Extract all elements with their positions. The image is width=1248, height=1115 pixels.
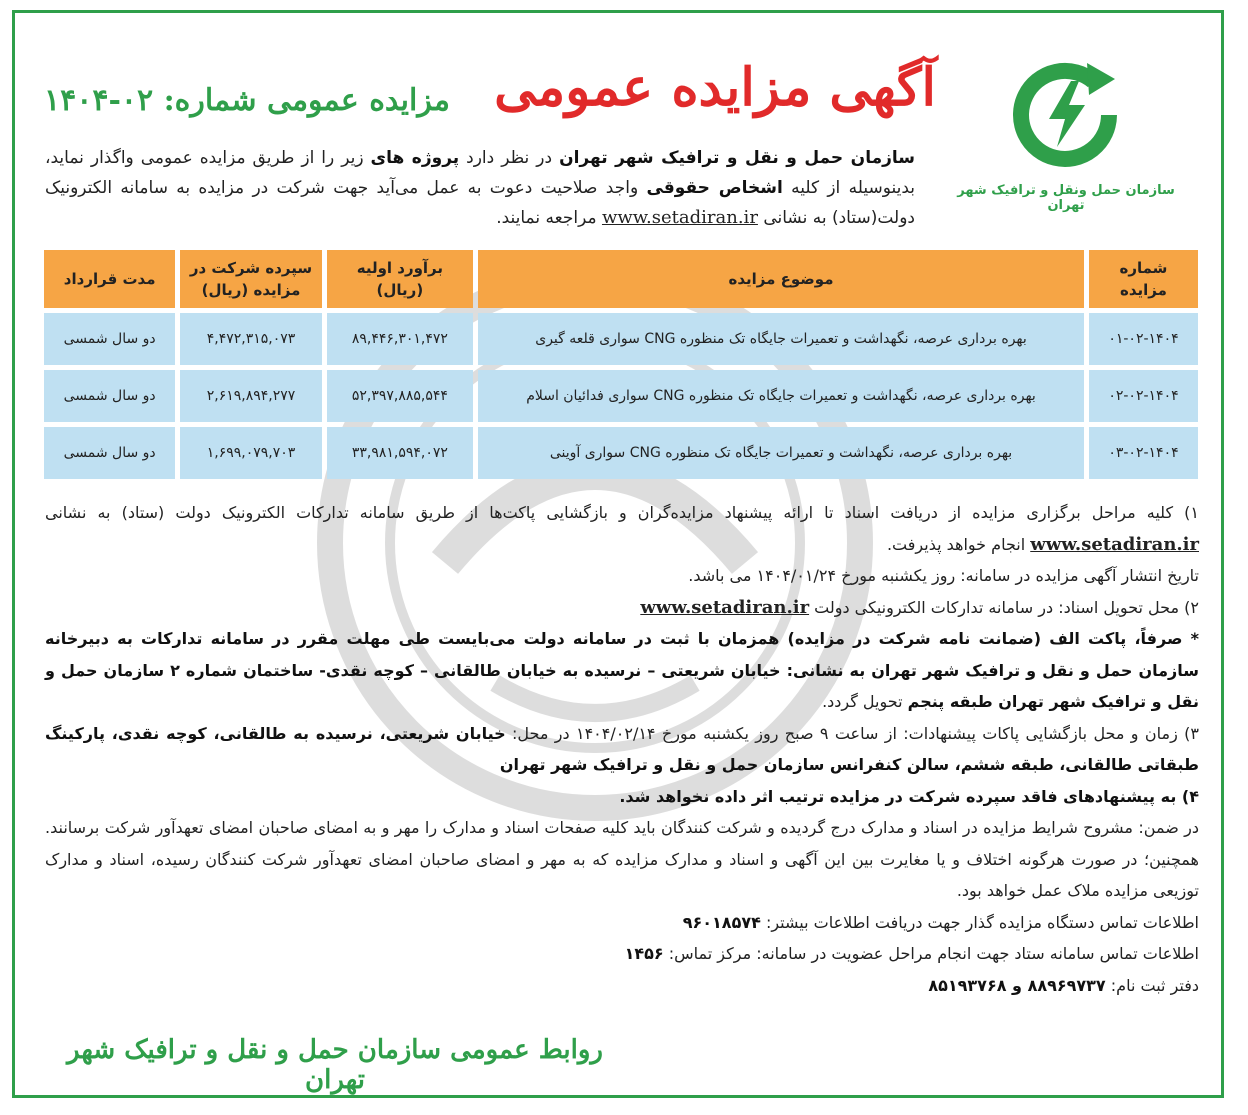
note-paragraph: در ضمن: مشروح شرایط مزایده در اسناد و مدارک درج گردیده و شرکت کنندگان باید کلیه صفحات اسناد و مدارک را مهر و به امضای صاحبان امضای تعهدآور شرکت برسانند. همچنین؛ در صورت هرگونه اختلاف و یا مغایرت بین این آگهی و اسناد و مدارک مزایده که به مهر و امضای صاحبان امضای تعهدآور شرکت کنندگان رسیده، اسناد و مدارک توزیعی مزایده ملاک عمل خواهد بود. — [45, 818, 1199, 900]
registration-office-label: دفتر ثبت نام: — [1105, 975, 1199, 995]
cell-estimate: ۳۳,۹۸۱,۵۹۴,۰۷۲ — [327, 427, 473, 479]
advertisement-page — [12, 10, 1224, 1098]
term-3-text: ۳) زمان و محل بازگشایی پاکات پیشنهادات: از ساعت ۹ صبح روز یکشنبه مورخ ۱۴۰۴/۰۲/۱۴ در محل: — [505, 723, 1199, 743]
intro-text-3: واجد صلاحیت دعوت به عمل می‌آید جهت شرکت در مزایده به سامانه الکترونیک دولت(ستاد) به نشانی — [45, 178, 915, 228]
col-header-deposit: سپرده شرکت در مزایده (ریال) — [180, 250, 321, 308]
term-envelope-end: تحویل گردد. — [822, 692, 908, 711]
col-header-subject: موضوع مزایده — [478, 250, 1084, 308]
registration-office — [45, 970, 1199, 1002]
contact-setad-phone: ۱۴۵۶ — [624, 944, 664, 963]
term-envelope-address: خیابان شریعتی – نرسیده به خیابان طالقانی – کوچه نقدی- ساختمان شماره ۲ سازمان حمل و نقل و ترافیک شهر تهران طبقه پنجم — [45, 660, 1199, 711]
col-header-estimate: برآورد اولیه (ریال) — [327, 250, 473, 308]
table-row — [44, 427, 1198, 479]
cell-estimate: ۵۲,۳۹۷,۸۸۵,۵۴۴ — [327, 370, 473, 422]
col-header-number: شماره مزایده — [1089, 250, 1198, 308]
intro-text-2: زیر را از طریق مزایده عمومی واگذار نماید، بدینوسیله از کلیه — [45, 148, 915, 198]
intro-legal-persons: اشخاص حقوقی — [646, 178, 783, 198]
term-1-url-link[interactable]: www.setadiran.ir — [1030, 533, 1199, 555]
table-row — [44, 313, 1198, 365]
term-3-address: خیابان شریعتی، نرسیده به طالقانی، کوچه نقدی، پارکینگ طبقاتی طالقانی، طبقه ششم، سالن کنفرانس سازمان حمل و نقل و ترافیک شهر تهران — [45, 723, 1199, 774]
term-envelope-text: * صرفاً، پاکت الف (ضمانت نامه شرکت در مزایده) همزمان با ثبت در سامانه دولت می‌بایست طی مهلت مقرر در سامانه تدارکات به دبیرخانه سازمان حمل و نقل و ترافیک شهر تهران به نشانی: — [45, 629, 1200, 680]
term-1 — [45, 497, 1199, 560]
contact-organizer — [45, 907, 1199, 939]
org-caption: سازمان حمل ونقل و ترافیک شهر تهران — [957, 183, 1175, 213]
cell-duration: دو سال شمسی — [44, 370, 175, 422]
cell-number: ۰۱-۰۲-۱۴۰۴ — [1089, 313, 1198, 365]
intro-projects: پروژه های — [370, 148, 460, 168]
table-row — [44, 370, 1198, 422]
cell-subject: بهره برداری عرصه، نگهداشت و تعمیرات جایگاه تک منظوره CNG سواری فدائیان اسلام — [478, 370, 1084, 422]
col-header-duration: مدت قرارداد — [44, 250, 175, 308]
term-envelope — [45, 623, 1199, 718]
term-2-url-link[interactable]: www.setadiran.ir — [640, 596, 810, 618]
term-1-end: انجام خواهد پذیرفت. — [886, 534, 1031, 554]
term-2 — [45, 592, 1199, 624]
contact-setad — [45, 938, 1199, 970]
contact-organizer-phone: ۹۶۰۱۸۵۷۴ — [682, 912, 761, 932]
organization-logo — [951, 53, 1181, 213]
term-4: ۴) به پیشنهادهای فاقد سپرده شرکت در مزایده ترتیب اثر داده نخواهد شد. — [619, 786, 1199, 806]
contact-setad-label: اطلاعات تماس سامانه ستاد جهت انجام مراحل عضویت در سامانه: مرکز تماس: — [663, 944, 1199, 963]
cell-deposit: ۲,۶۱۹,۸۹۴,۲۷۷ — [180, 370, 321, 422]
cell-number: ۰۳-۰۲-۱۴۰۴ — [1089, 427, 1198, 479]
ad-title: آگهی مزایده عمومی — [494, 57, 936, 118]
intro-text-1: در نظر دارد — [459, 148, 560, 168]
intro-paragraph — [45, 143, 915, 233]
cell-deposit: ۴,۴۷۲,۳۱۵,۰۷۳ — [180, 313, 321, 365]
intro-text-4: مراجعه نمایند. — [496, 208, 602, 228]
cell-estimate: ۸۹,۴۴۶,۳۰۱,۴۷۲ — [327, 313, 473, 365]
contact-organizer-label: اطلاعات تماس دستگاه مزایده گذار جهت دریافت اطلاعات بیشتر: — [760, 912, 1199, 932]
intro-org-name: سازمان حمل و نقل و ترافیک شهر تهران — [559, 148, 915, 168]
cell-subject: بهره برداری عرصه، نگهداشت و تعمیرات جایگاه تک منظوره CNG سواری آوینی — [478, 427, 1084, 479]
publish-date: تاریخ انتشار آگهی مزایده در سامانه: روز یکشنبه مورخ ۱۴۰۴/۰۱/۲۴ می باشد. — [688, 566, 1199, 585]
registration-office-phones: ۸۸۹۶۹۷۳۷ و ۸۵۱۹۳۷۶۸ — [928, 975, 1106, 995]
term-1-text: ۱) کلیه مراحل برگزاری مزایده از دریافت اسناد تا ارائه پیشنهاد مزایده‌گران و بازگشایی پاکت‌ها از طریق سامانه تدارکات الکترونیک دولت (ستاد) به نشانی — [45, 503, 1199, 522]
intro-url-link[interactable]: www.setadiran.ir — [601, 207, 758, 228]
terms-section — [45, 497, 1199, 1001]
cell-duration: دو سال شمسی — [44, 427, 175, 479]
public-relations-signature: روابط عمومی سازمان حمل و نقل و ترافیک شهر تهران — [67, 1035, 603, 1095]
auction-number: مزایده عمومی شماره: ۰۲-۱۴۰۴ — [44, 83, 450, 118]
cell-duration: دو سال شمسی — [44, 313, 175, 365]
auction-table — [39, 245, 1203, 484]
cell-subject: بهره برداری عرصه، نگهداشت و تعمیرات جایگاه تک منظوره CNG سواری قلعه گیری — [478, 313, 1084, 365]
table-header-row — [44, 250, 1198, 308]
term-3 — [45, 718, 1199, 781]
term-2-text: ۲) محل تحویل اسناد: در سامانه تدارکات الکترونیکی دولت — [809, 597, 1199, 617]
cell-number: ۰۲-۰۲-۱۴۰۴ — [1089, 370, 1198, 422]
cell-deposit: ۱,۶۹۹,۰۷۹,۷۰۳ — [180, 427, 321, 479]
transport-logo-icon — [1001, 53, 1131, 173]
